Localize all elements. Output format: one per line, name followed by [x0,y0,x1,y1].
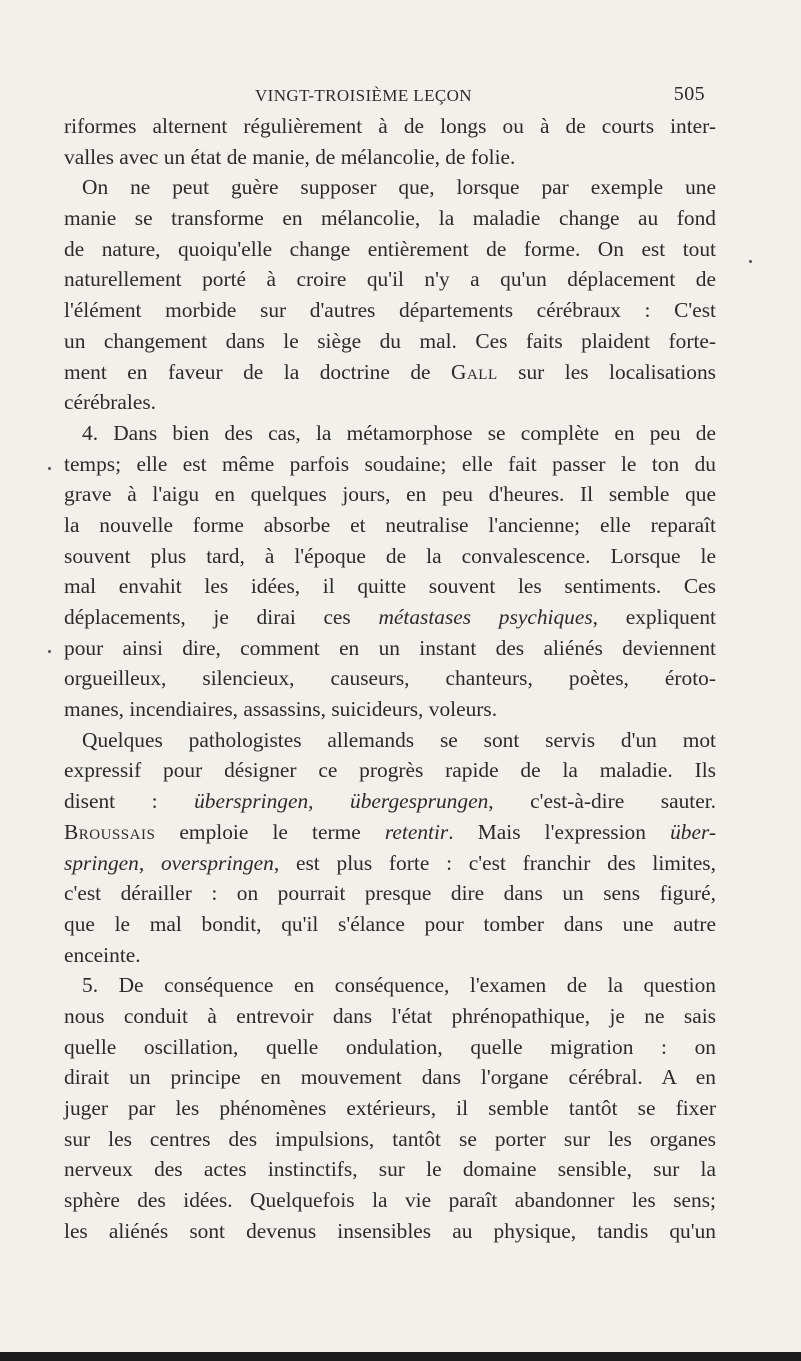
text-line: la nouvelle forme absorbe et neutralise l'ancienne; elle reparaît [64,512,716,537]
text-line [64,602,716,633]
text-line: mal envahit les idées, il quitte souvent les sentiments. Ces [64,574,716,599]
page-edge-shadow [0,1352,801,1361]
text-run: , expliquent [592,605,716,629]
text-line: un changement dans le siège du mal. Ces faits plaident forte- [64,328,716,353]
text-line: pour ainsi dire, comment en un instant des aliénés deviennent [64,635,716,660]
text-run: emploie le terme [155,819,385,844]
text-line: 5. De conséquence en conséquence, l'examen de la question [82,973,716,998]
text-line: expressif pour désigner ce progrès rapide de la maladie. Ils [64,758,716,783]
italic-term: retentir [384,819,449,844]
text-line: c'est dérailler : on pourrait presque dire dans un sens figuré, [64,881,716,906]
text-line [64,817,716,848]
text-line [64,786,716,817]
text-run: déplacements, je dirai ces [64,605,379,629]
text-line: cérébrales. [64,390,157,415]
text-line: dirait un principe en mouvement dans l'organe cérébral. A en [64,1065,716,1090]
text-line: orgueilleux, silencieux, causeurs, chanteurs, poètes, éroto- [64,666,716,691]
text-line: grave à l'aigu en quelques jours, en peu d'heures. Il semble que [64,482,716,507]
text-line: manie se transforme en mélancolie, la maladie change au fond [64,206,716,231]
running-title: VINGT-TROISIÈME LEÇON [255,86,472,105]
text-line: souvent plus tard, à l'époque de la convalescence. Lorsque le [64,543,716,568]
text-line: Quelques pathologistes allemands se sont servis d'un mot [82,727,716,752]
text-line: manes, incendiaires, assassins, suicideurs, voleurs. [64,697,498,722]
text-line [64,848,716,879]
text-line: sphère des idées. Quelquefois la vie paraît abandonner les sens; [64,1188,716,1213]
print-speck [48,650,51,653]
body-text [64,111,716,1246]
print-speck [48,467,51,470]
text-line: les aliénés sont devenus insensibles au physique, tandis qu'un [64,1218,716,1243]
text-line: l'élément morbide sur d'autres départements cérébraux : C'est [64,298,716,323]
author-name-broussais: Broussais [64,819,156,844]
text-run: . Mais l'expression [448,819,671,844]
text-line: sur les centres des impulsions, tantôt se porter sur les organes [64,1126,716,1151]
text-line: nous conduit à entrevoir dans l'état phrénopathique, je ne sais [64,1003,716,1028]
print-speck [749,260,752,263]
text-line: de nature, quoiqu'elle change entièrement de forme. On est tout [64,236,716,261]
text-run: , c'est-à-dire sauter. [488,789,717,814]
italic-term: springen, overspringen [64,850,274,875]
text-line: naturellement porté à croire qu'il n'y a qu'un déplacement de [64,267,716,292]
text-run: sur les localisations [497,359,716,384]
text-line: On ne peut guère supposer que, lorsque par exemple une [82,175,716,200]
text-line: riformes alternent régulièrement à de longs ou à de courts inter- [64,114,716,138]
text-line: 4. Dans bien des cas, la métamorphose se complète en peu de [82,420,716,445]
text-line [64,357,716,388]
italic-term: über- [670,819,716,844]
text-run: ment en faveur de la doctrine de [64,359,452,384]
page-number: 505 [673,83,705,105]
text-line: quelle oscillation, quelle ondulation, quelle migration : on [64,1034,716,1059]
text-line: nerveux des actes instinctifs, sur le domaine sensible, sur la [64,1157,716,1182]
text-line: valles avec un état de manie, de mélancolie, de folie. [64,144,516,169]
text-line: que le mal bondit, qu'il s'élance pour tomber dans une autre [64,911,716,936]
text-line: juger par les phénomènes extérieurs, il semble tantôt se fixer [64,1096,716,1120]
italic-term: überspringen, übergesprungen [194,789,489,814]
author-name-gall: Gall [451,359,498,384]
text-run: disent : [64,789,195,814]
text-line: temps; elle est même parfois soudaine; elle fait passer le ton du [64,451,716,476]
text-run: , est plus forte : c'est franchir des limites, [273,850,716,875]
text-line: enceinte. [64,942,141,967]
italic-term: métastases psychiques [378,605,593,629]
page-header [255,83,705,114]
